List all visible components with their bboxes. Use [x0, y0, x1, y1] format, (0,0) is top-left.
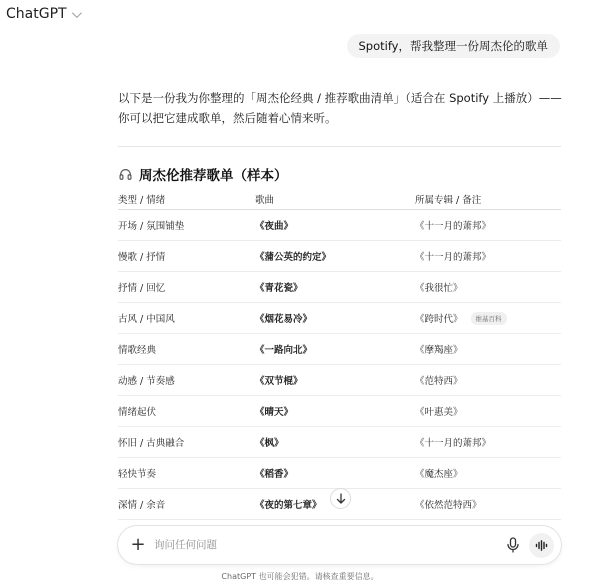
cell-album: 《十一月的萧邦》 [415, 438, 492, 449]
table-row [118, 365, 561, 396]
table-header-row [118, 188, 561, 210]
cell-type: 开场 / 氛围铺垫 [118, 221, 185, 232]
chevron-down-icon[interactable] [72, 8, 82, 18]
citation-badge[interactable]: 维基百科 [471, 312, 507, 325]
cell-album: 《依然范特西》 [415, 500, 482, 511]
table-row [118, 272, 561, 303]
header-song: 歌曲 [255, 194, 275, 206]
cell-song: 《枫》 [255, 438, 284, 449]
cell-album: 《叶惠美》 [415, 407, 463, 418]
table-row [118, 303, 561, 334]
cell-type: 情绪起伏 [118, 407, 157, 418]
cell-type: 轻快节奏 [118, 469, 157, 480]
cell-album: 《摩羯座》 [415, 345, 463, 356]
disclaimer: ChatGPT 也可能会犯错。请核查重要信息。 [221, 572, 379, 581]
cell-type: 怀旧 / 古典融合 [118, 438, 185, 449]
cell-song: 《双节棍》 [255, 376, 303, 387]
prompt-input[interactable] [154, 536, 484, 554]
cell-type: 深情 / 余音 [118, 500, 166, 511]
cell-album: 《十一月的萧邦》 [415, 252, 492, 263]
table-row [118, 241, 561, 272]
section-heading-text: 周杰伦推荐歌单（样本） [139, 168, 288, 184]
cell-song: 《晴天》 [255, 407, 294, 418]
cell-song: 《一路向北》 [255, 345, 313, 356]
cell-type: 动感 / 节奏感 [118, 376, 175, 387]
divider [118, 146, 561, 147]
user-message-bubble: Spotify，帮我整理一份周杰伦的歌单 [347, 34, 561, 58]
header-album: 所属专辑 / 备注 [415, 194, 482, 206]
cell-album-text: 《跨时代》 [415, 314, 463, 325]
table-row [118, 427, 561, 458]
table-row [118, 334, 561, 365]
table-row [118, 458, 561, 489]
cell-type: 古风 / 中国风 [118, 314, 175, 325]
cell-song: 《青花瓷》 [255, 283, 303, 294]
cell-song: 《稻香》 [255, 469, 294, 480]
cell-album: 《魔杰座》 [415, 469, 463, 480]
cell-album: 《我很忙》 [415, 283, 463, 294]
cell-song: 《夜的第七章》 [255, 500, 322, 511]
microphone-icon[interactable] [506, 537, 520, 553]
arrow-down-icon [336, 493, 346, 504]
cell-type: 抒情 / 回忆 [118, 283, 166, 294]
cell-type: 慢歌 / 抒情 [118, 252, 166, 263]
scroll-to-bottom-button[interactable] [330, 488, 351, 509]
assistant-intro-text: 以下是一份我为你整理的「周杰伦经典 / 推荐歌曲清单」（适合在 Spotify 上播放）——你可以把它建成歌单，然后随着心情来听。 [118, 91, 562, 125]
voice-wave-icon [535, 540, 548, 551]
cell-type: 情歌经典 [118, 345, 157, 356]
section-heading [118, 164, 288, 184]
cell-song: 《夜曲》 [255, 221, 294, 232]
voice-mode-button[interactable] [529, 533, 554, 558]
cell-album [415, 303, 507, 333]
composer [118, 526, 561, 564]
cell-song: 《蒲公英的约定》 [255, 252, 332, 263]
playlist-table [118, 188, 561, 520]
top-bar [0, 0, 600, 28]
table-row [118, 210, 561, 241]
headphones-icon [118, 167, 133, 181]
plus-icon[interactable]: + [130, 534, 146, 555]
model-selector[interactable]: ChatGPT [6, 6, 67, 22]
table-row [118, 396, 561, 427]
header-type: 类型 / 情绪 [118, 194, 166, 206]
cell-album: 《范特西》 [415, 376, 463, 387]
cell-song: 《烟花易冷》 [255, 314, 313, 325]
cell-album: 《十一月的萧邦》 [415, 221, 492, 232]
